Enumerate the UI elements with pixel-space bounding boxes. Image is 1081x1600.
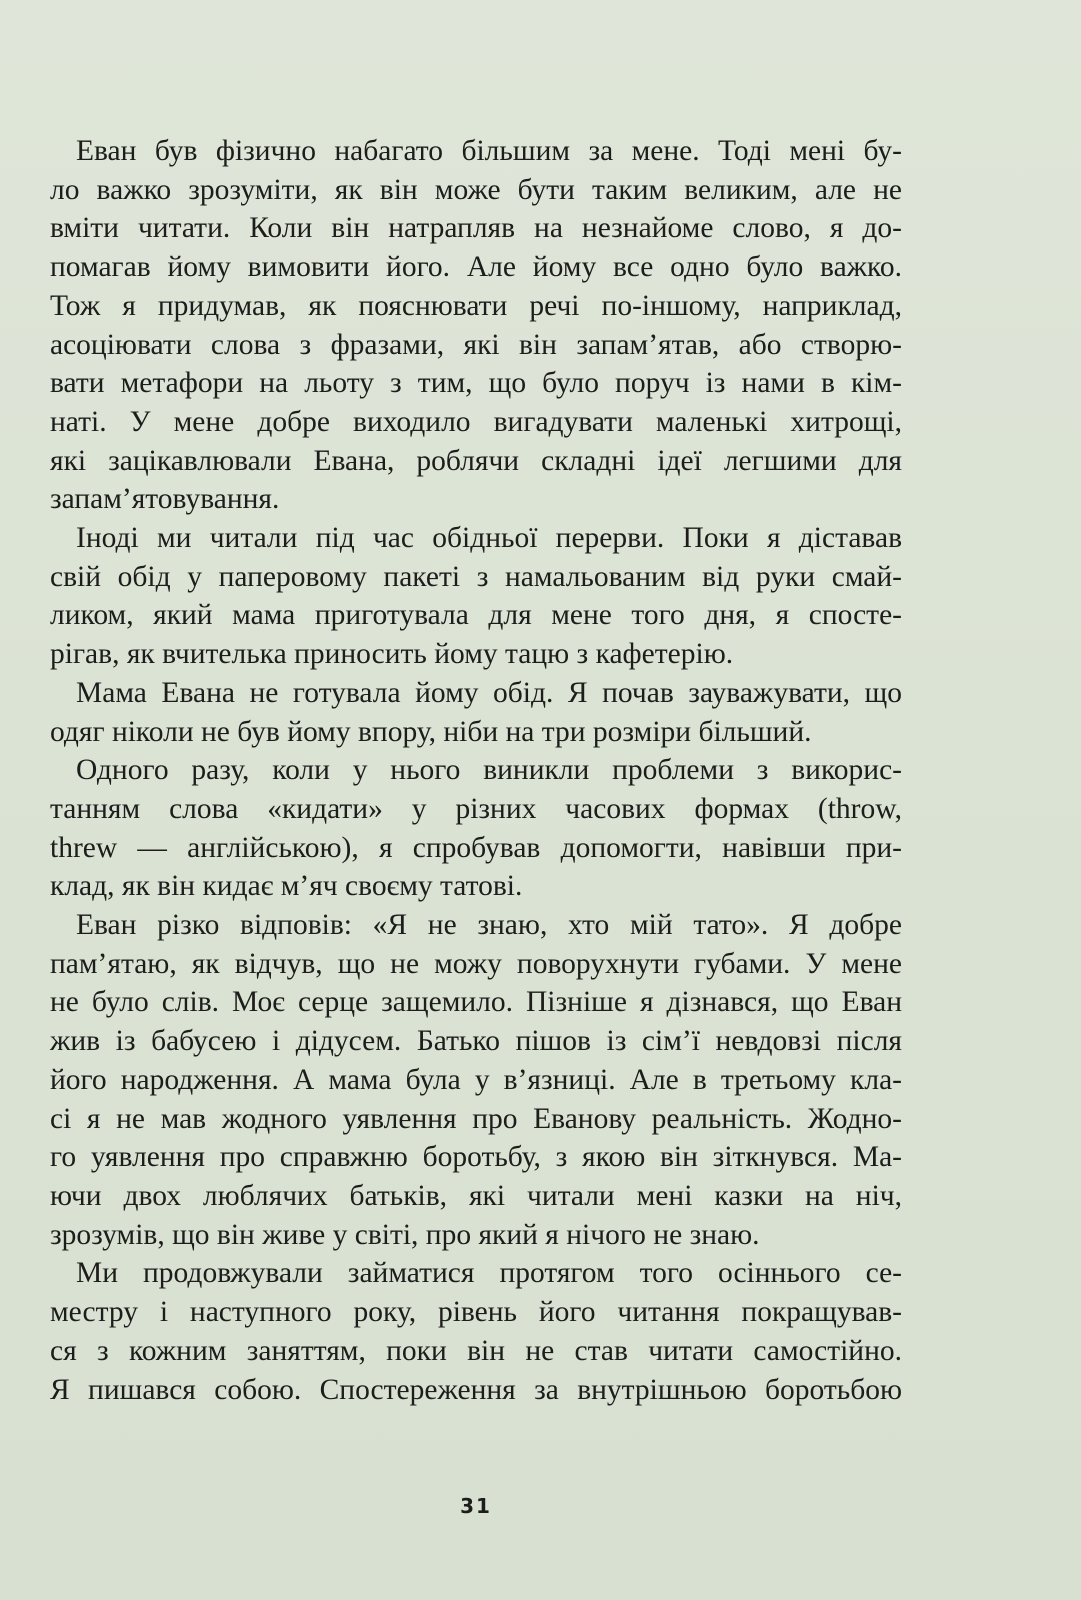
text-line: Одного разу, коли у нього виникли проблеми з викорис- <box>76 754 902 787</box>
page-number: 31 <box>460 1494 492 1518</box>
paragraph <box>50 674 902 751</box>
text-line: threw — англійською), я спробував допомогти, навівши при- <box>50 831 902 864</box>
text-line: асоціювати слова з фразами, які він запам’ятав, або створю- <box>50 328 902 361</box>
paragraph <box>50 751 902 906</box>
text-line: местру і наступного року, рівень його читання покращував- <box>50 1296 902 1329</box>
text-line: наті. У мене добре виходило вигадувати маленькі хитрощі, <box>50 405 902 438</box>
text-line: помагав йому вимовити його. Але йому все одно було важко. <box>50 251 902 284</box>
text-line: вміти читати. Коли він натрапляв на незнайоме слово, я до- <box>50 212 902 245</box>
text-line: ликом, який мама приготувала для мене того дня, я спосте- <box>50 599 902 632</box>
body-text <box>50 132 902 1409</box>
text-line: ло важко зрозуміти, як він може бути таким великим, але не <box>50 173 902 206</box>
text-line: ся з кожним заняттям, поки він не став читати самостійно. <box>50 1334 902 1367</box>
text-line: пам’ятаю, як відчув, що не можу поворухнути губами. У мене <box>50 947 902 980</box>
text-line: зрозумів, що він живе у світі, про який я нічого не знаю. <box>50 1218 760 1251</box>
text-line: свій обід у паперовому пакеті з намальованим від руки смай- <box>50 560 902 593</box>
text-line: Еван був фізично набагато більшим за мене. Тоді мені бу- <box>76 135 902 167</box>
text-line: Тож я придумав, як пояснювати речі по-іншому, наприклад, <box>50 289 902 322</box>
text-line: Еван різко відповів: «Я не знаю, хто мій тато». Я добре <box>76 909 902 942</box>
paragraph <box>50 906 902 1254</box>
text-line: вати метафори на льоту з тим, що було поруч із нами в кім- <box>50 367 902 400</box>
text-line: танням слова «кидати» у різних часових формах (throw, <box>50 792 902 825</box>
text-line: Мама Евана не готувала йому обід. Я почав зауважувати, що <box>76 676 902 709</box>
paragraph <box>50 519 902 674</box>
paragraph <box>50 132 902 519</box>
text-line: рігав, як вчителька приносить йому тацю з кафетерію. <box>50 638 734 671</box>
text-line: клад, як він кидає м’яч своєму татові. <box>50 870 523 903</box>
text-line: Ми продовжували займатися протягом того осіннього се- <box>76 1257 902 1290</box>
text-line: Я пишався собою. Спостереження за внутрішньою боротьбою <box>50 1373 902 1406</box>
text-line: не було слів. Моє серце защемило. Пізніше я дізнався, що Еван <box>50 986 902 1019</box>
paragraph <box>50 1254 902 1409</box>
text-line: запам’ятовування. <box>50 483 280 516</box>
text-line: ючи двох люблячих батьків, які читали мені казки на ніч, <box>50 1179 902 1212</box>
text-line: які зацікавлювали Евана, роблячи складні ідеї легшими для <box>50 444 902 477</box>
text-line: одяг ніколи не був йому впору, ніби на три розміри більший. <box>50 715 812 748</box>
text-line: його народження. А мама була у в’язниці. Але в третьому кла- <box>50 1063 902 1096</box>
text-line: жив із бабусею і дідусем. Батько пішов із сім’ї невдовзі після <box>50 1025 902 1058</box>
text-line: Іноді ми читали під час обідньої перерви. Поки я діставав <box>76 522 902 555</box>
text-line: го уявлення про справжню боротьбу, з якою він зіткнувся. Ма- <box>50 1141 902 1174</box>
text-line: сі я не мав жодного уявлення про Еванову реальність. Жодно- <box>50 1102 902 1135</box>
